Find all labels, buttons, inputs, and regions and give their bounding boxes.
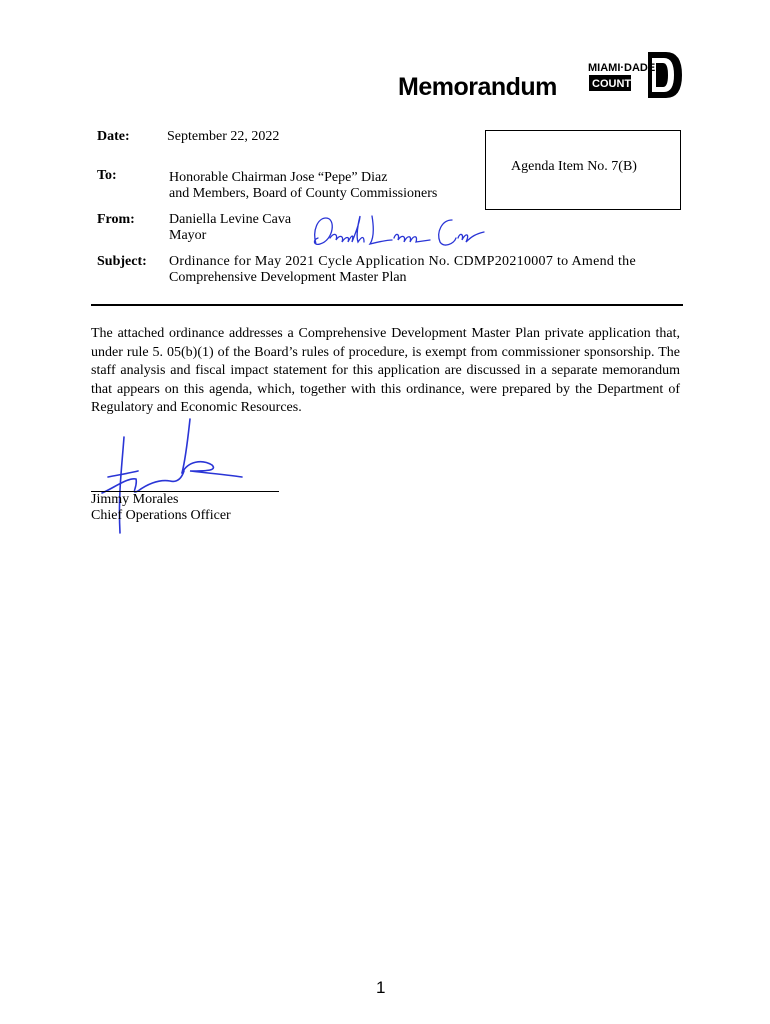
mayor-signature xyxy=(308,210,488,252)
date-label: Date: xyxy=(97,129,130,144)
from-value-line1: Daniella Levine Cava xyxy=(169,212,292,227)
to-value-line1: Honorable Chairman Jose “Pepe” Diaz xyxy=(169,170,388,185)
to-label: To: xyxy=(97,168,117,183)
logo-line2: COUNTY xyxy=(592,78,639,90)
subject-value-line2: Comprehensive Development Master Plan xyxy=(169,270,407,285)
signatory-name: Jimmy Morales xyxy=(91,492,179,507)
subject-label: Subject: xyxy=(97,254,147,269)
miami-dade-county-logo xyxy=(586,52,682,98)
header-divider xyxy=(91,304,683,306)
agenda-item-text: Agenda Item No. 7(B) xyxy=(511,159,637,174)
to-value-line2: and Members, Board of County Commissioners xyxy=(169,186,438,201)
memo-title: Memorandum xyxy=(398,73,557,101)
subject-value-line1: Ordinance for May 2021 Cycle Application No. CDMP20210007 to Amend the xyxy=(169,254,636,269)
memo-body-paragraph: The attached ordinance addresses a Comprehensive Development Master Plan private application that, under rule 5. 05(b)(1) of the Board’s rules of procedure, is exempt from commissioner sponsorship. The staff analysis and fiscal impact statement for this application are discussed in a separate memorandum that appears on this agenda, which, together with this ordinance, were prepared by the Department of Regulatory and Economic Resources. xyxy=(91,326,680,415)
agenda-item-box xyxy=(485,130,681,210)
signatory-title: Chief Operations Officer xyxy=(91,508,231,523)
page-number: 1 xyxy=(376,978,386,997)
logo-line1: MIAMI·DADE xyxy=(588,62,656,74)
from-value-line2: Mayor xyxy=(169,228,207,243)
from-label: From: xyxy=(97,212,135,227)
date-value: September 22, 2022 xyxy=(167,129,280,144)
